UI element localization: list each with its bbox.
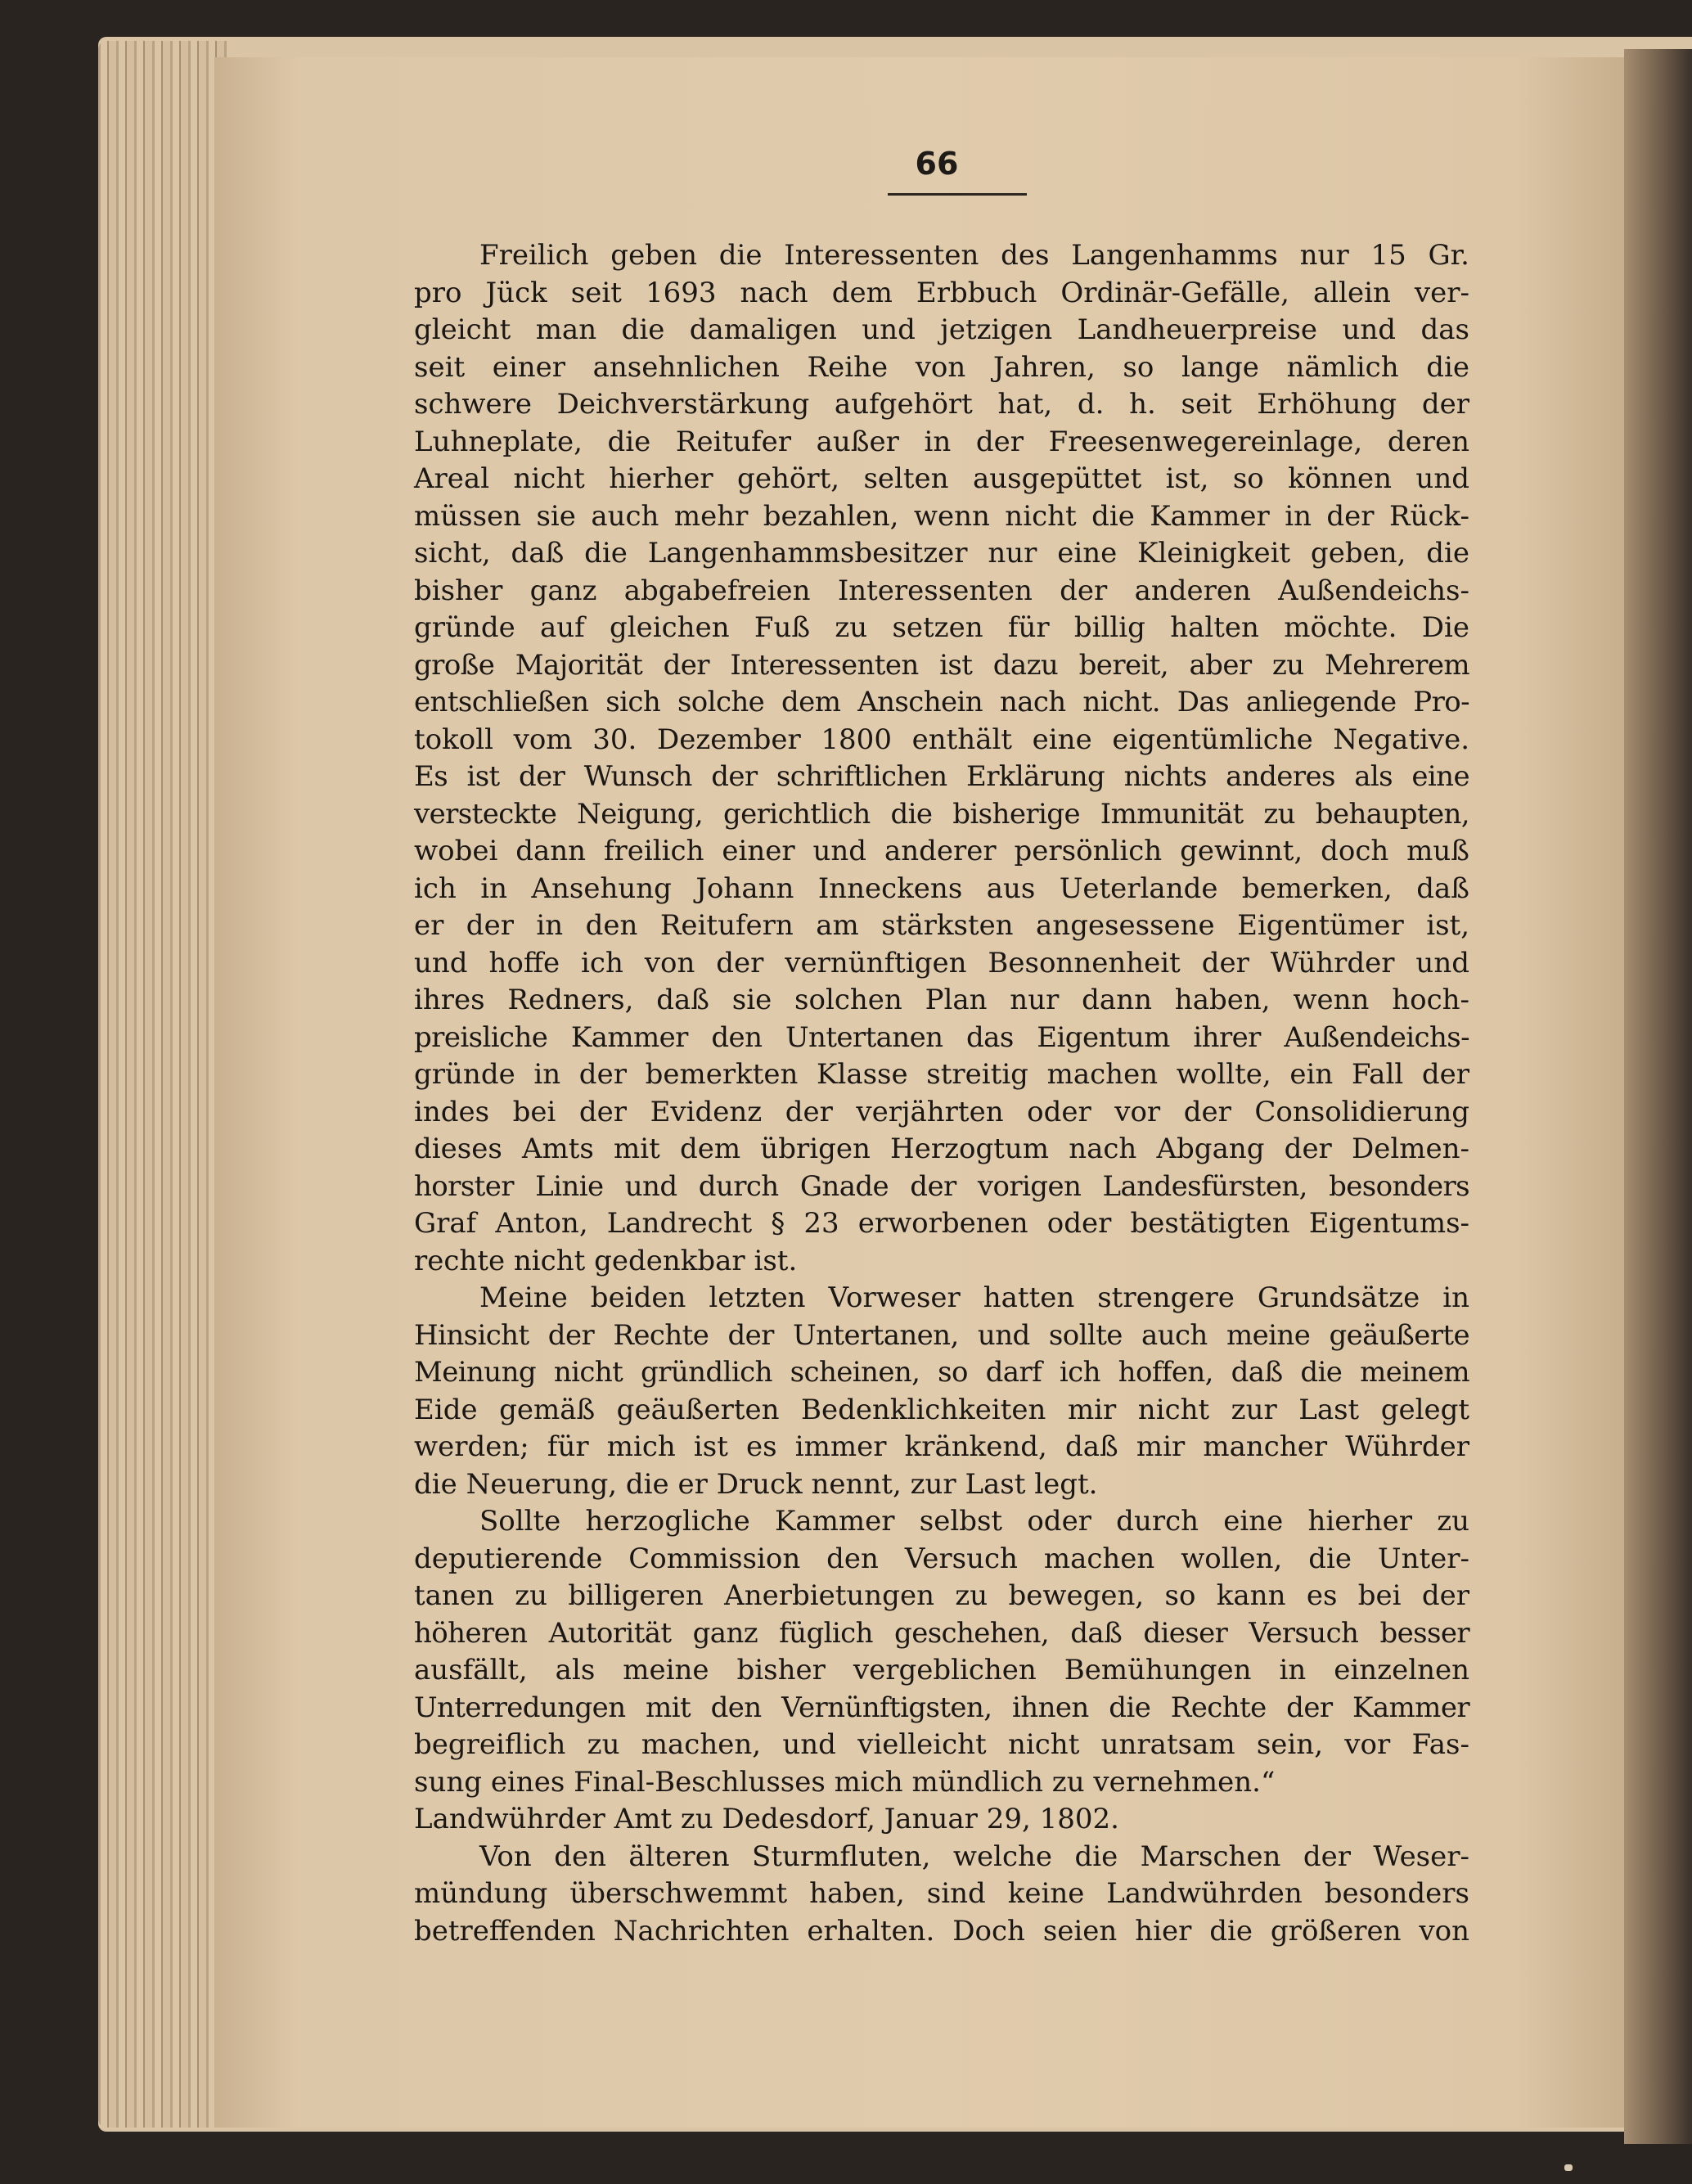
page-number: 66 [915,146,959,182]
text-line: bisher ganz abgabefreien Interessenten der anderen Außendeichs- [414,574,1469,607]
text-line: dieses Amts mit dem übrigen Herzogtum nach Abgang der Delmen- [414,1133,1469,1165]
text-line: begreiflich zu machen, und vielleicht nicht unratsam sein, vor Fas- [414,1728,1469,1761]
text-line: seit einer ansehnlichen Reihe von Jahren, so lange nämlich die [414,350,1469,384]
text-line: gründe in der bemerkten Klasse streitig machen wollte, ein Fall der [414,1058,1469,1091]
text-line: sung eines Final-Beschlusses mich mündlich zu vernehmen.“ [414,1765,1276,1799]
text-line: Eide gemäß geäußerten Bedenklichkeiten mir nicht zur Last gelegt [414,1393,1469,1426]
text-line: betreffenden Nachrichten erhalten. Doch seien hier die größeren von [414,1914,1469,1948]
text-line: entschließen sich solche dem Anschein nach nicht. Das anliegende Pro- [414,686,1469,718]
page-edges [98,41,229,2128]
text-line: horster Linie und durch Gnade der vorigen Landesfürsten, besonders [414,1169,1469,1203]
text-line: Von den älteren Sturmfluten, welche die Marschen der Weser- [479,1840,1469,1873]
text-line: Landwührder Amt zu Dedesdorf, Januar 29, 1802. [414,1803,1119,1835]
text-line: ihres Redners, daß sie solchen Plan nur dann haben, wenn hoch- [414,984,1469,1016]
text-line: rechte nicht gedenkbar ist. [414,1244,798,1277]
text-line: werden; für mich ist es immer kränkend, daß mir mancher Wührder [414,1430,1469,1463]
text-line: Meinung nicht gründlich scheinen, so darf ich hoffen, daß die meinem [414,1356,1469,1389]
text-line: ausfällt, als meine bisher vergeblichen Bemühungen in einzelnen [414,1654,1469,1686]
text-line: und hoffe ich von der vernünftigen Besonnenheit der Wührder und [414,946,1469,979]
text-line: indes bei der Evidenz der verjährten oder vor der Consolidierung [414,1095,1469,1128]
page-text [414,237,1469,1950]
text-line: Hinsicht der Rechte der Untertanen, und sollte auch meine geäußerte [414,1318,1469,1352]
page-number-rule [888,193,1027,196]
text-line: Unterredungen mit den Vernünftigsten, ihnen die Rechte der Kammer [414,1691,1469,1724]
text-line: deputierende Commission den Versuch machen wollen, die Unter- [414,1542,1469,1575]
text-line: Sollte herzogliche Kammer selbst oder durch eine hierher zu [479,1505,1469,1538]
text-line: Freilich geben die Interessenten des Langenhamms nur 15 Gr. [479,239,1469,272]
text-line: wobei dann freilich einer und anderer persönlich gewinnt, doch muß [414,835,1469,867]
text-line: große Majorität der Interessenten ist dazu bereit, aber zu Mehrerem [414,648,1469,682]
text-line: tokoll vom 30. Dezember 1800 enthält eine eigentümliche Negative. [414,723,1469,756]
text-line: gründe auf gleichen Fuß zu setzen für billig halten möchte. Die [414,611,1469,644]
text-line: Areal nicht hierher gehört, selten ausgepüttet ist, so können und [414,462,1469,495]
text-line: Graf Anton, Landrecht § 23 erworbenen oder bestätigten Eigentums- [414,1207,1469,1240]
text-line: müssen sie auch mehr bezahlen, wenn nicht die Kammer in der Rück- [414,499,1469,533]
spine-shadow [1624,49,1692,2144]
text-line: versteckte Neigung, gerichtlich die bisherige Immunität zu behaupten, [414,797,1469,831]
text-line: tanen zu billigeren Anerbietungen zu bewegen, so kann es bei der [414,1579,1469,1612]
text-line: er der in den Reitufern am stärksten angesessene Eigentümer ist, [414,909,1469,942]
text-line: ich in Ansehung Johann Inneckens aus Ueterlande bemerken, daß [414,871,1469,905]
text-line: pro Jück seit 1693 nach dem Erbbuch Ordinär-Gefälle, allein ver- [414,276,1469,309]
text-line: mündung überschwemmt haben, sind keine Landwührden besonders [414,1877,1469,1910]
text-line: gleicht man die damaligen und jetzigen Landheuerpreise und das [414,313,1469,346]
corner-mark [1564,2164,1573,2171]
text-line: Es ist der Wunsch der schriftlichen Erklärung nichts anderes als eine [414,760,1469,793]
text-line: Luhneplate, die Reitufer außer in der Freesenwegereinlage, deren [414,425,1469,458]
text-line: die Neuerung, die er Druck nennt, zur Last legt. [414,1467,1098,1501]
text-line: schwere Deichverstärkung aufgehört hat, d. h. seit Erhöhung der [414,388,1469,421]
text-line: Meine beiden letzten Vorweser hatten strengere Grundsätze in [479,1281,1469,1314]
text-line: preisliche Kammer den Untertanen das Eigentum ihrer Außendeichs- [414,1020,1469,1054]
text-line: sicht, daß die Langenhammsbesitzer nur eine Kleinigkeit geben, die [414,537,1469,570]
text-line: höheren Autorität ganz füglich geschehen, daß dieser Versuch besser [414,1616,1469,1650]
